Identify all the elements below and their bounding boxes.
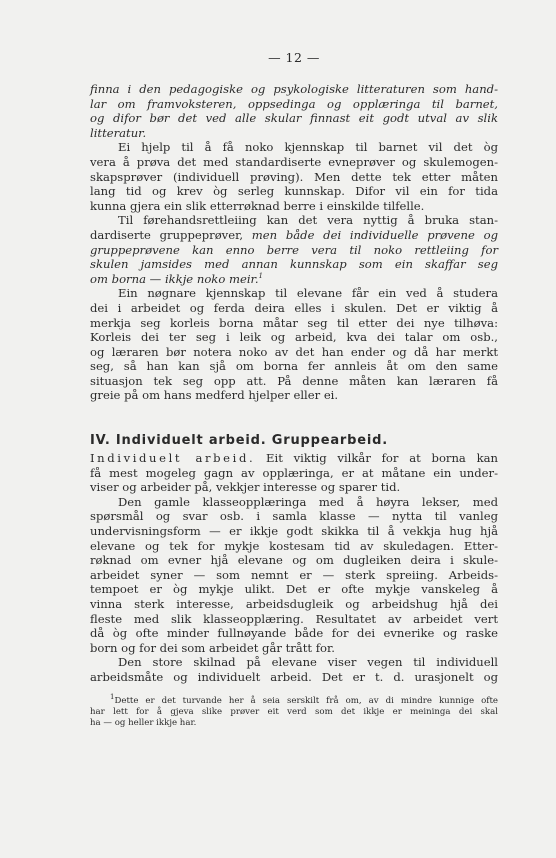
text-line	[90, 272, 498, 287]
text-segment: Eit viktig vilkår for at borna kan	[255, 451, 498, 466]
text-line: Korleis dei ter seg i leik og arbeid, kva dei talar om osb.,	[90, 330, 498, 345]
section-heading: IV. Individuelt arbeid. Gruppearbeid.	[90, 433, 388, 449]
text-line: viser og arbeider på, vekkjer interesse og sparer tid.	[90, 480, 401, 495]
footnote-reference: 1	[258, 271, 263, 280]
text-line: Til førehandsrettleiing kan det vera nyttig å bruka stan-	[118, 213, 498, 228]
text-line: og difor bør det ved alle skular finnast eit godt utval av slik	[90, 111, 498, 126]
italic-segment: men både dei individuelle prøvene og	[251, 227, 498, 242]
text-line: seg, så han kan sjå om borna fer annleis åt om den same	[90, 359, 498, 374]
text-segment: Dette er det turvande her å seia serskilt frå om, av di mindre kunnige ofte	[114, 695, 498, 706]
text-line: kunna gjera ein slik etterrøknad berre i einskilde tilfelle.	[90, 198, 425, 213]
text-line: tempoet er òg mykje ulikt. Det er ofte mykje vanskeleg å	[90, 582, 498, 597]
text-line: har lett for å gjeva slike prøver eit verd som det ikkje er meininga dei skal	[90, 706, 498, 717]
text-line: elevane og tek for mykje kostesam tid av skuledagen. Etter-	[90, 538, 498, 553]
text-line: og læraren bør notera noko av det han ender og då har merkt	[90, 344, 498, 359]
text-line: finna i den pedagogiske og psykologiske litteraturen som hand-	[90, 82, 498, 96]
text-line: lar om framvoksteren, oppsedinga og opplæringa til barnet,	[90, 96, 498, 111]
text-line: greie på om hans medferd hjelper eller ei.	[90, 388, 339, 403]
page-number: — 12 —	[268, 50, 320, 65]
text-line: gruppeprøvene kan enno berre vera til noko rettleiing for	[90, 242, 498, 257]
text-segment: dardiserte gruppeprøver,	[90, 227, 252, 242]
text-line: fleste med slik klasseopplæring. Resultatet av arbeidet vert	[90, 611, 498, 626]
text-line: arbeidsmåte og individuelt arbeid. Det er t. d. urasjonelt og	[90, 669, 498, 684]
text-line: spørsmål og svar osb. i samla klasse — nytta til vanleg	[90, 509, 498, 524]
paragraph-class-teaching	[90, 495, 498, 656]
text-line: røknad om evner hjå elevane og om dugleiken deira i skule-	[90, 553, 498, 568]
text-line: dei i arbeidet og ferda deira elles i skulen. Det er viktig å	[90, 300, 498, 315]
text-line: Den gamle klasseopplæringa med å høyra lekser, med	[118, 494, 498, 509]
text-line: ha — og heller ikkje har.	[90, 717, 197, 728]
book-page	[90, 50, 498, 729]
text-line: lang tid og krev òg serleg kunnskap. Difor vil ein for tida	[90, 184, 498, 199]
text-line: undervisningsform — er ikkje godt skikka til å vekkja hug hjå	[90, 524, 498, 539]
paragraph-continuation	[90, 82, 498, 140]
paragraph-group-tests	[90, 213, 498, 286]
paragraph-differences	[90, 655, 498, 684]
text-line: arbeidet syner — som nemnt er — sterk spreiing. Arbeids-	[90, 567, 498, 582]
paragraph-testing	[90, 140, 498, 213]
footnote	[90, 692, 498, 730]
spaced-lead: Individuelt arbeid.	[90, 451, 256, 466]
text-line	[90, 228, 498, 243]
text-line: Den store skilnad på elevane viser vegen til individuell	[118, 655, 498, 670]
text-line	[90, 451, 498, 466]
paragraph-individual-work	[90, 451, 498, 495]
text-line: situasjon tek seg opp att. På denne måten kan læraren få	[90, 373, 498, 388]
text-line: Ein nøgnare kjennskap til elevane får ein ved å studera	[118, 286, 498, 301]
paragraph-observation	[90, 286, 498, 403]
text-line: då òg ofte minder fullnøyande både for dei evnerike og raske	[90, 626, 498, 641]
text-line: skapsprøver (individuell prøving). Men dette tek etter måten	[90, 169, 498, 184]
text-line: born og for dei som arbeidet går trått for.	[90, 640, 335, 655]
italic-segment: om borna — ikkje noko meir.	[90, 271, 259, 286]
text-line: få mest mogeleg gagn av opplæringa, er at måtane ein under-	[90, 465, 498, 480]
text-line: Ei hjelp til å få noko kjennskap til barnet vil det òg	[118, 140, 498, 155]
text-line	[90, 692, 498, 707]
text-line: vera å prøva det med standardiserte evneprøver og skulemogen-	[90, 154, 498, 169]
text-line: vinna sterk interesse, arbeidsdugleik og arbeidshug hjå dei	[90, 597, 498, 611]
text-line: skulen jamsides med annan kunnskap som ein skaffar seg	[90, 257, 498, 272]
text-line: litteratur.	[90, 125, 147, 140]
footnote-marker: 1	[110, 692, 115, 701]
text-line: merkja seg korleis borna måtar seg til etter dei nye tilhøva:	[90, 315, 498, 330]
